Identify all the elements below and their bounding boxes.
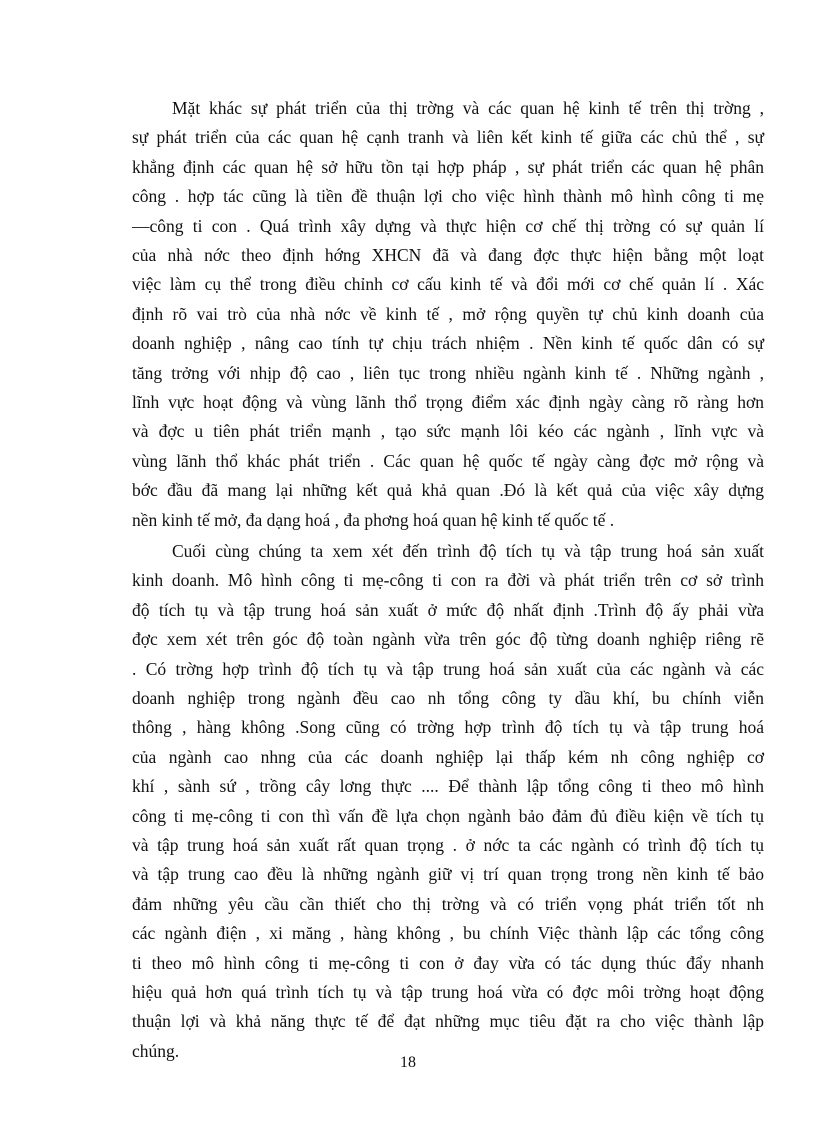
paragraph-line: đảm những yêu cầu cần thiết cho thị trờng và có triển vọng phát triển tốt nh (132, 893, 764, 914)
paragraph-line: công . hợp tác cũng là tiền đề thuận lợi cho việc hình thành mô hình công ti mẹ (132, 186, 764, 207)
paragraph-line: sự phát triển của các quan hệ cạnh tranh và liên kết kinh tế giữa các chủ thể , sự (132, 127, 764, 148)
paragraph-line: nền kinh tế mở, đa dạng hoá , đa phơng hoá quan hệ kinh tế quốc tế . (132, 509, 615, 530)
paragraph-line: Mặt khác sự phát triển của thị trờng và các quan hệ kinh tế trên thị trờng , (172, 98, 764, 118)
paragraph-line: và tập trung hoá sản xuất rất quan trọng . ở nớc ta các ngành có trình độ tích tụ (132, 835, 764, 855)
paragraph-line: vùng lãnh thổ khác phát triển . Các quan hệ quốc tế ngày càng đợc mở rộng và (132, 450, 764, 471)
paragraph-line: thuận lợi và khả năng thực tế để đạt những mục tiêu đặt ra cho việc thành lập (132, 1011, 764, 1032)
paragraph-line: kinh doanh. Mô hình công ti mẹ-công ti con ra đời và phát triển trên cơ sở trình (132, 570, 764, 591)
paragraph-line: bớc đầu đã mang lại những kết quả khả quan .Đó là kết quả của việc xây dựng (132, 480, 764, 501)
paragraph-line: và tập trung cao đều là những ngành giữ vị trí quan trọng trong nền kinh tế bảo (132, 864, 764, 885)
paragraph-line: việc làm cụ thể trong điều chỉnh cơ cấu kinh tế và đổi mới cơ chế quản lí . Xác (132, 274, 764, 295)
page-number: 18 (400, 1054, 416, 1071)
paragraph-line: ti theo mô hình công ti mẹ-công ti con ở đay vừa có tác dụng thúc đẩy nhanh (132, 952, 764, 973)
paragraph-line: tăng trởng với nhịp độ cao , liên tục trong nhiều ngành kinh tế . Những ngành , (132, 362, 764, 383)
paragraph-line: Cuối cùng chúng ta xem xét đến trình độ tích tụ và tập trung hoá sản xuất (172, 541, 764, 561)
paragraph-line: định rõ vai trò của nhà nớc về kinh tế , mở rộng quyền tự chủ kinh doanh của (132, 303, 764, 324)
paragraph-line: đợc xem xét trên góc độ toàn ngành vừa trên góc độ từng doanh nghiệp riêng rẽ (132, 629, 764, 650)
paragraph-line: của ngành cao nhng của các doanh nghiệp lại thấp kém nh công nghiệp cơ (132, 746, 764, 767)
paragraph-line: khẳng định các quan hệ sở hữu tồn tại hợp pháp , sự phát triển các quan hệ phân (132, 156, 764, 177)
paragraph-line: công ti mẹ-công ti con thì vấn đề lựa chọn ngành bảo đảm đủ điều kiện về tích tụ (132, 805, 764, 826)
paragraph-line: các ngành điện , xi măng , hàng không , bu chính Việc thành lập các tổng công (132, 923, 764, 944)
paragraph-line: doanh nghiệp , nâng cao tính tự chịu trách nhiệm . Nền kinh tế quốc dân có sự (132, 333, 764, 354)
paragraph-line: của nhà nớc theo định hớng XHCN đã và đang đợc thực hiện bằng một loạt (132, 245, 764, 265)
paragraph-line: hiệu quả hơn quá trình tích tụ và tập trung hoá vừa có đợc môi trờng hoạt động (132, 982, 764, 1002)
paragraph-line: . Có trờng hợp trình độ tích tụ và tập trung hoá sản xuất của các ngành và các (132, 658, 764, 679)
paragraph-line: lĩnh vực hoạt động và vùng lãnh thổ trọng điểm xác định ngày càng rõ ràng hơn (132, 392, 764, 412)
paragraph-line: —công ti con . Quá trình xây dựng và thực hiện cơ chế thị trờng có sự quản lí (132, 215, 764, 236)
paragraph-line: doanh nghiệp trong ngành đều cao nh tổng công ty dầu khí, bu chính viễn (132, 688, 764, 708)
paragraph-line: và đợc u tiên phát triển mạnh , tạo sức mạnh lôi kéo các ngành , lĩnh vực và (132, 421, 764, 442)
paragraph-line: thông , hàng không .Song cũng có trờng hợp trình độ tích tụ và tập trung hoá (132, 717, 764, 738)
paragraph-line: khí , sành sứ , trồng cây lơng thực .... Để thành lập tổng công ti theo mô hình (132, 776, 764, 797)
paragraph-line: độ tích tụ và tập trung hoá sản xuất ở mức độ nhất định .Trình độ ấy phải vừa (132, 599, 764, 620)
paragraph-line: chúng. (132, 1040, 180, 1061)
